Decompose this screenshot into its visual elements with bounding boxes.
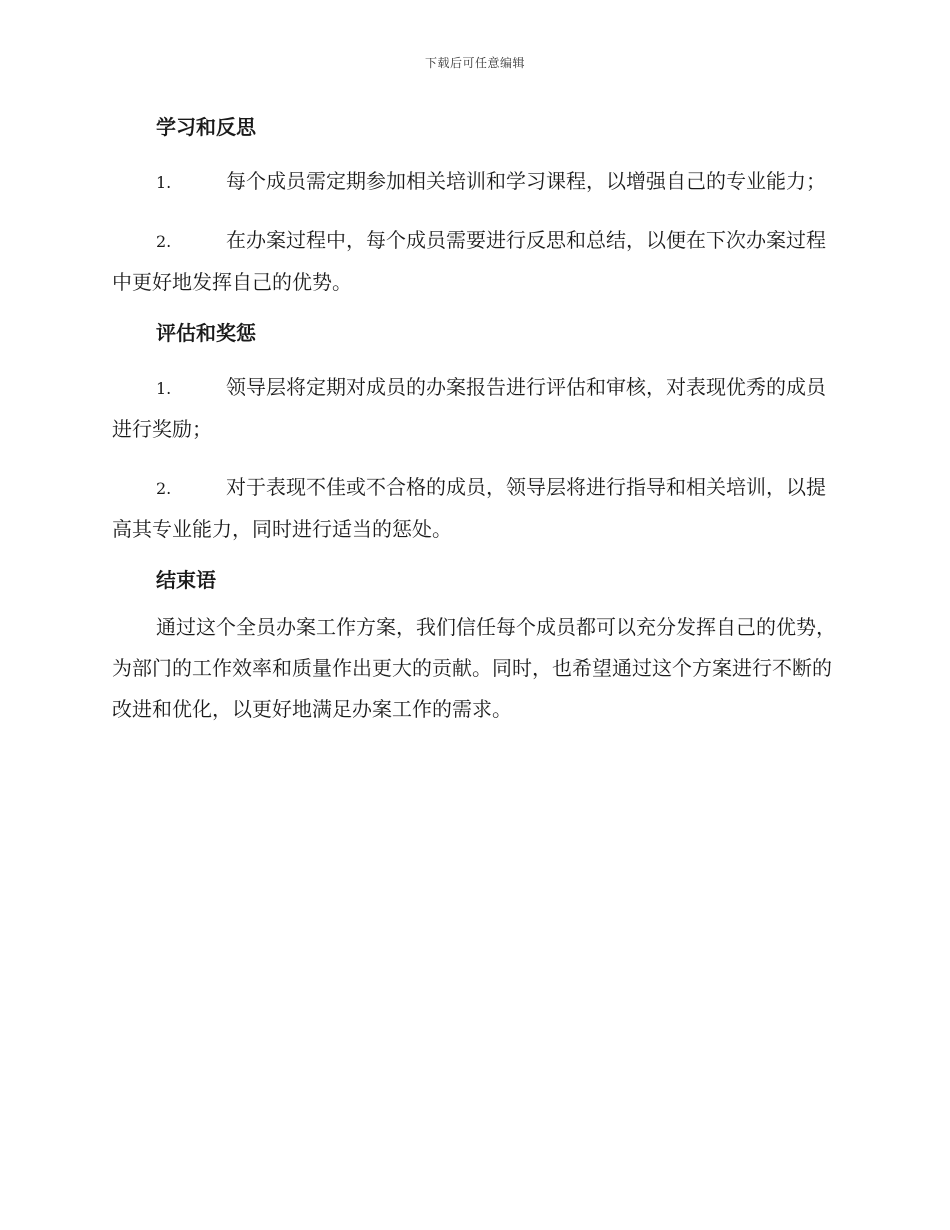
list-text: 在办案过程中，每个成员需要进行反思和总结，以便在下次办案过程中更好地发挥自己的优势。 xyxy=(112,228,826,294)
section-title: 结束语 xyxy=(156,568,216,592)
section-learning-reflection xyxy=(112,110,837,303)
list-text: 对于表现不佳或不合格的成员，领导层将进行指导和相关培训，以提高其专业能力，同时进行适当的惩处。 xyxy=(112,475,826,541)
list-number: 1. xyxy=(156,379,172,398)
header-note: 下载后可任意编辑 xyxy=(424,56,525,70)
list-number: 2. xyxy=(156,479,172,498)
list-number: 2. xyxy=(156,232,172,251)
section-conclusion xyxy=(112,563,837,730)
list-number: 1. xyxy=(156,173,172,192)
list-item xyxy=(112,467,837,550)
list-text: 每个成员需定期参加相关培训和学习课程，以增强自己的专业能力； xyxy=(226,169,826,193)
closing-paragraph: 通过这个全员办案工作方案，我们信任每个成员都可以充分发挥自己的优势，为部门的工作效率和质量作出更大的贡献。同时，也希望通过这个方案进行不断的改进和优化，以更好地满足办案工作的需求。 xyxy=(112,615,836,721)
section-evaluation-rewards xyxy=(112,316,837,550)
section-title: 评估和奖惩 xyxy=(156,321,256,345)
section-title: 学习和反思 xyxy=(156,115,256,139)
list-item xyxy=(112,367,837,450)
list-item xyxy=(112,161,837,203)
list-text: 领导层将定期对成员的办案报告进行评估和审核，对表现优秀的成员进行奖励； xyxy=(112,375,826,441)
document-body xyxy=(112,110,837,730)
list-item xyxy=(112,220,837,303)
